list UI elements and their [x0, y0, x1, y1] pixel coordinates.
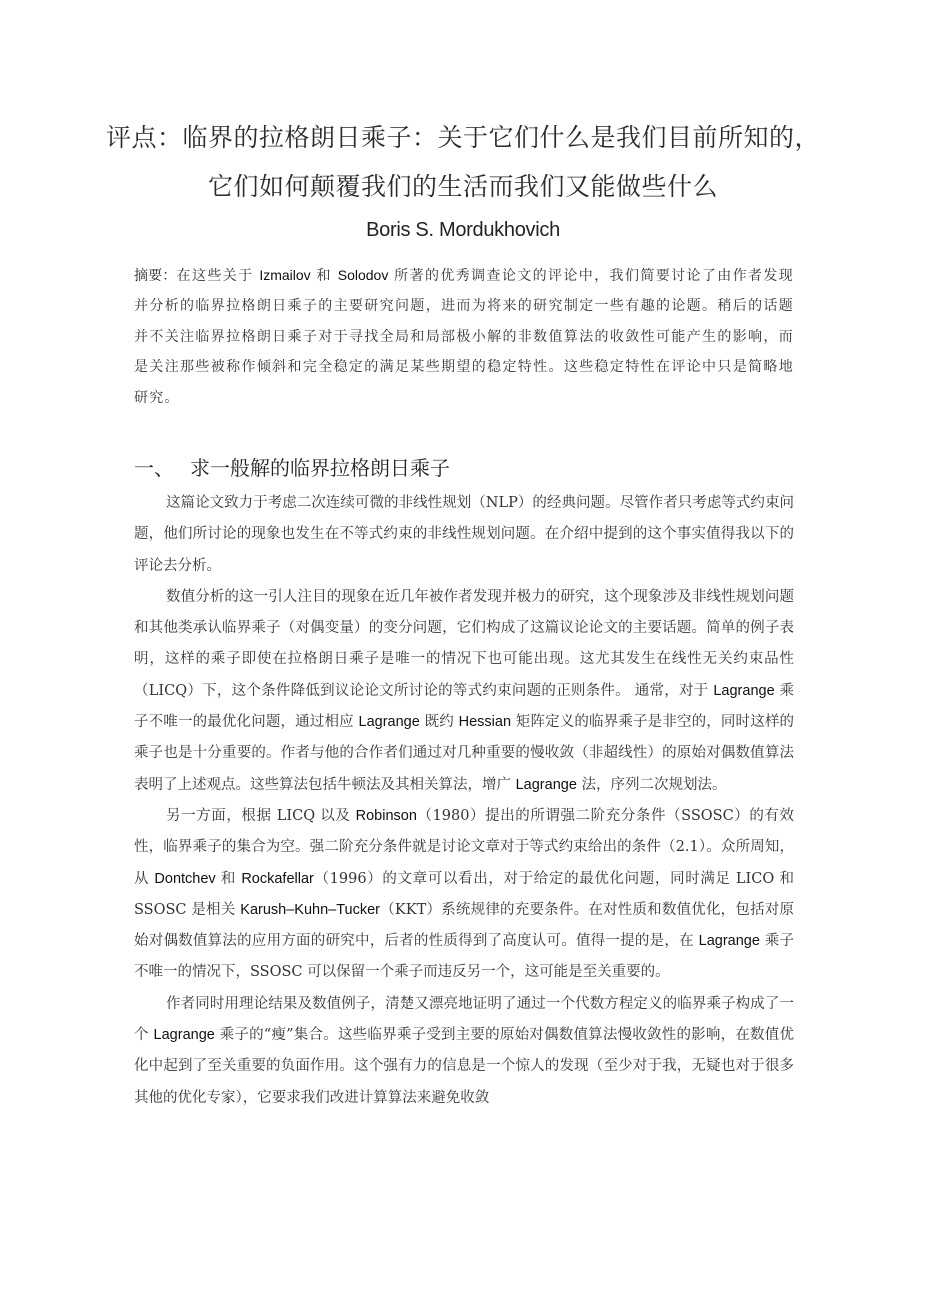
body-text: [134, 488, 794, 1114]
term-lagrange: Lagrange: [713, 682, 775, 699]
paragraph-text: 法，序列二次规划法。: [576, 776, 727, 793]
paragraph-1: [134, 488, 794, 582]
paragraph-text: 这篇论文致力于考虑二次连续可微的非线性规划（NLP）的经典问题。尽管作者只考虑等式约束问题，他们所讨论的现象也发生在不等式约束的非线性规划问题。在介绍中提到的这个事实值得我以下的评论去分析。: [134, 495, 794, 574]
paragraph-text: 既约: [419, 714, 459, 731]
name-robinson: Robinson: [355, 807, 417, 824]
author-name: Boris S. Mordukhovich: [366, 219, 560, 241]
paragraph-text: （KKT）系统规律的充要条件。在对性质和数值优化，包括对原始对偶数值算法的应用方面的研究中，后者的性质得到了高度认可。值得一提的是，在: [134, 901, 794, 950]
paragraph-text: （1980）提出的所谓强二阶充分条件（SSOSC）的有效性，临界乘子的集合为空。强二阶充分条件就是讨论文章对于等式约束给出的条件（2.1）。众所周知，从: [134, 807, 794, 887]
paragraph-text: 和: [215, 870, 242, 887]
term-hessian: Hessian: [458, 714, 512, 731]
abstract-text-2: 和: [310, 268, 338, 284]
paragraph-text: 作者同时用理论结果及数值例子，清楚又漂亮地证明了通过一个代数方程定义的临界乘子构成了一个: [134, 995, 794, 1044]
title-line-2: 它们如何颠覆我们的生活而我们又能做些什么: [207, 172, 718, 201]
paragraph-2: [134, 582, 794, 801]
term-lagrange: Lagrange: [515, 776, 577, 793]
term-kkt: Karush–Kuhn–Tucker: [240, 901, 381, 918]
name-dontchev: Dontchev: [154, 870, 216, 887]
abstract: [134, 260, 794, 413]
abstract-label: 摘要：: [134, 268, 177, 284]
abstract-text-3: 所著的优秀调查论文的评论中，我们简要讨论了由作者发现并分析的临界拉格朗日乘子的主要研究问题，进而为将来的研究制定一些有趣的论题。稍后的话题并不关注临界拉格朗日乘子对于寻找全局和局部极小解的非数值算法的收敛性可能产生的影响，而是关注那些被称作倾斜和完全稳定的满足某些期望的稳定特性。这些稳定特性在评论中只是简略地研究。: [134, 268, 794, 406]
paragraph-text: 矩阵定义的临界乘子是非空的，同时这样的乘子也是十分重要的。作者与他的合作者们通过对几种重要的慢收敛（非超线性）的原始对偶数值算法表明了上述观点。这些算法包括牛顿法及其相关算法，增广: [134, 714, 795, 793]
name-rockafellar: Rockafellar: [241, 870, 314, 887]
paragraph-text: 乘子不唯一的情况下，SSOSC 可以保留一个乘子而违反另一个，这可能是至关重要的。: [134, 933, 795, 981]
section-heading: [134, 452, 794, 481]
paragraph-3: [134, 801, 794, 989]
abstract-text-1: 在这些关于: [176, 268, 260, 284]
abstract-name-solodov: Solodov: [337, 267, 389, 283]
paragraph-text: 数值分析的这一引人注目的现象在近几年被作者发现并极力的研究，这个现象涉及非线性规划问题和其他类承认临界乘子（对偶变量）的变分问题，它们构成了这篇议论论文的主要话题。简单的例子表明，这样的乘子即使在拉格朗日乘子是唯一的情况下也可能出现。这尤其发生在线性无关约束品性（LICQ）下，这个条件降低到议论论文所讨论的等式约束问题的正则条件。 通常，对于: [134, 588, 794, 699]
paragraph-4: [134, 989, 794, 1114]
term-lagrange: Lagrange: [153, 1027, 215, 1044]
paragraph-text: 乘子的“瘦”集合。这些临界乘子受到主要的原始对偶数值算法慢收敛性的影响，在数值优化中起到了至关重要的负面作用。这个强有力的信息是一个惊人的发现（至少对于我，无疑也对于很多其他的优化专家），它要求我们改进计算算法来避免收敛: [134, 1027, 794, 1106]
term-lagrange: Lagrange: [358, 714, 420, 731]
term-lagrange: Lagrange: [698, 933, 760, 950]
paragraph-text: （1996）的文章可以看出，对于给定的最优化问题，同时满足 LICO 和 SSOSC 是相关: [134, 870, 795, 918]
section-number: 一、: [134, 456, 174, 480]
abstract-name-izmailov: Izmailov: [259, 267, 311, 283]
section-title: 求一般解的临界拉格朗日乘子: [190, 456, 450, 480]
paragraph-text: 乘子不唯一的最优化问题，通过相应: [134, 682, 795, 731]
title-line-1: 评点：临界的拉格朗日乘子：关于它们什么是我们目前所知的，: [105, 123, 820, 152]
paragraph-text: 另一方面，根据 LICQ 以及: [166, 807, 356, 824]
